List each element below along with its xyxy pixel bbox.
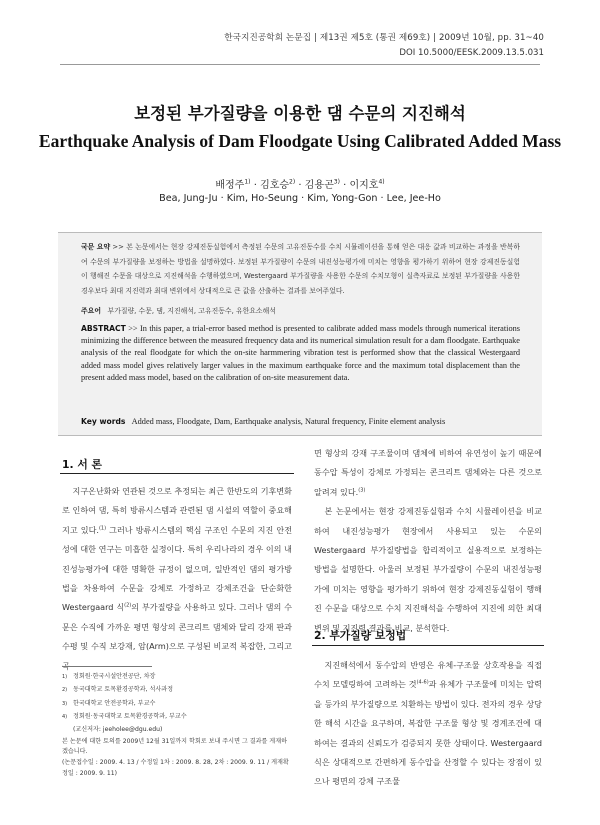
footnote-number: 1) [62,674,68,680]
authors-english: Bea, Jung-Ju · Kim, Ho-Seung · Kim, Yong-Gon · Lee, Jee-Ho [159,193,441,204]
footnote [62,712,292,725]
abstract-english [81,323,520,384]
body-text: 면 형상의 강재 구조물이며 댐체에 비하여 유연성이 높기 때문에 동수압 특성이 강체로 가정되는 콘크리트 댐체와는 다른 것으로 알려져 있다. [314,448,542,497]
footnote-text: 한국대학교 안전공학과, 부교수 [73,699,156,707]
body-column-right-top [314,444,542,638]
author-sep: · [339,180,350,191]
author-sep: · [295,180,305,191]
author-mark: 3) [333,178,340,186]
title-korean: 보정된 부가질량을 이용한 댐 수문의 지진해석 [134,104,466,123]
title-english: Earthquake Analysis of Dam Floodgate Using Calibrated Added Mass [38,131,562,151]
authors-korean [0,176,600,191]
keywords-english-label: Key words [81,417,126,426]
header-divider [60,64,540,65]
abstract-korean-text: 본 논문에서는 현장 강제진동실험에서 측정된 수문의 고유진동수를 수치 시뮬레이션을 통해 얻은 대응 값과 비교하는 과정을 반복하여 수문의 부가질량을 보정하는 방법을 설명하였다. 보정된 부가질량이 수문의 내진성능평가에 미치는 영향을 평가하기 위하여 현장 강제진동실험이 행해진 수문을 대상으로 지진해석을 수행하였으며, Westergaard 부가질량을 사용한 수문의 수치모형이 실측자료로 보정된 부가질량을 사용한 경우보다 최대 지진력과 최대 변위에서 상대적으로 큰 값을 산출하는 결과를 보여주었다. [81,243,520,295]
corresponding-author: (교신저자: jeeholee@dgu.edu) [73,726,163,734]
citation: (4-6) [416,679,429,686]
author-sep: · [250,180,261,191]
footnote-text: 정회원·동국대학교 토목환경공학과, 부교수 [73,712,187,720]
footnotes [62,672,292,779]
section-heading-introduction: 1. 서 론 [62,458,102,471]
journal-volume: 제13권 제5호 (통권 제69호) [319,33,431,43]
body-text: 과 유체가 구조물에 미치는 압력을 등가의 부가질량으로 치환하는 방법이 있다. 전자의 경우 상당한 해석 시간을 요구하며, 복잡한 구조물 형상 및 경계조건에 대하여는 결과의 신뢰도가 검증되지 못한 상태이다. Westergaard 식은 상대적으로 간편하게 동수압을 산정할 수 있다는 장점이 있으나 평면의 강체 구조물 [314,679,542,787]
author-mark: 1) [244,178,251,186]
journal-name: 한국지진공학회 논문집 [224,33,312,43]
abstract-korean [81,240,520,298]
footnote-text: 정회원·한국시설안전공단, 차장 [73,673,156,680]
keywords-english-text: Added mass, Floodgate, Dam, Earthquake analysis, Natural frequency, Finite element analysis [131,417,446,426]
author-name: 이지호 [349,180,379,191]
footnote-number: 2) [62,687,68,694]
body-paragraph [62,482,292,676]
footnote [62,672,292,685]
section-divider [60,473,294,474]
keywords-korean [81,305,520,315]
citation: (3) [358,487,366,494]
abstract-korean-label: 국문 요약 [81,243,111,251]
body-text: 지구온난화와 연관된 것으로 추정되는 최근 한반도의 기후변화로 인하여 댐, 특히 방류시스템과 관련된 댐 시설의 역할이 중요해지고 있다. [62,486,292,535]
body-paragraph [314,656,542,792]
footnote-text: 동국대학교 토목환경공학과, 석사과정 [73,686,173,694]
header-sep: | [433,33,439,43]
received-dates: (논문접수일 : 2009. 4. 13 / 수정일 1차 : 2009. 8. 28, 2차 : 2009. 9. 11 / 게재확정일 : 2009. 9. 11) [62,759,289,777]
citation: (1) [98,525,107,532]
discussion-note: 본 논문에 대한 토의를 2009년 12월 31일까지 학회로 보내 주시면 그 결과를 게재하겠습니다. [62,737,287,755]
body-column-right-bottom [314,656,542,792]
abstract-english-text: In this paper, a trial-error based method is presented to calibrate added mass models through numerical iterations minimizing the difference between the measured frequency data and its numerical simulation result for a dam floodgate. Earthquake analysis of the real floodgate for which the on-site harmmering vibration test is performed show that the classical Westergaard added mass model gives relatively larger values in the maximum earthquake force and the maximum total displacement than the present added mass model, based on the calibration of on-site measurement data. [81,324,520,382]
author-mark: 2) [289,178,296,186]
footnote [62,685,292,698]
body-text: 지진해석에서 동수압의 반영은 유체-구조물 상호작용을 직접 수치 모델링하여 고려하는 것 [314,660,542,690]
keywords-korean-text: 부가질량, 수문, 댐, 지진해석, 고유진동수, 유한요소해석 [107,307,276,315]
abstract-english-label: ABSTRACT [81,324,126,333]
journal-header [224,31,544,43]
author-name: 김용곤 [304,180,334,191]
footnote-number: 3) [62,700,68,707]
abstract-arrow: >> [125,324,140,333]
keywords-korean-label: 주요어 [81,307,101,315]
citation: (2) [124,602,132,609]
footnote [62,725,292,735]
body-paragraph [314,444,542,502]
author-name: 배정주 [215,180,245,191]
abstract-arrow: >> [110,243,127,251]
body-text: 의 부가질량을 사용하고 있다. 그러나 댐의 수문은 수직에 가까운 평면 형상의 콘크리트 댐체와 달리 강재 판과 수평 및 수직 보강재, 암(Arm)으로 구성된 비교적 복잡한, 그리고 [62,602,292,652]
journal-date-pages: 2009년 10월, pp. 31~40 [438,33,544,43]
footnote-number: 4) [62,713,68,720]
footnote-divider [62,666,152,667]
doi: DOI 10.5000/EESK.2009.13.5.031 [399,48,544,58]
author-mark: 4) [378,178,385,186]
body-text: 그러나 방류시스템의 핵심 구조인 수문의 지진 안전성에 대한 연구는 미흡한 실정이다. 특히 우리나라의 경우 이의 내진성능평가에 대한 명확한 규정이 없으며, 일반적인 댐의 평가방법을 차용하여 수문을 강체로 가정하고 강체조건을 단순화한 Westergaard 식 [62,524,293,613]
footnote [62,699,292,712]
section-heading-added-mass: 2. 부가질량 보정법 [314,629,407,642]
header-sep: | [313,33,320,43]
body-column-left [62,482,292,676]
keywords-english [81,417,520,426]
body-paragraph: 본 논문에서는 현장 강제진동실험과 수치 시뮬레이션을 비교하여 내진성능평가 현장에서 사용되고 있는 수문의 Westergaard 부가질량법을 합리적이고 실용적으로 보정하는 방법을 설명한다. 아울러 보정된 부가질량이 수문의 내진성능평가에 미치는 영향을 평가하기 위하여 현장 강제진동실험이 행해진 수문을 대상으로 수치 지진해석을 수행하여 지진에 의한 최대변위 및 지진력 결과를 비교, 분석한다. [314,506,542,633]
author-name: 김호승 [260,180,290,191]
section-divider [312,645,544,646]
